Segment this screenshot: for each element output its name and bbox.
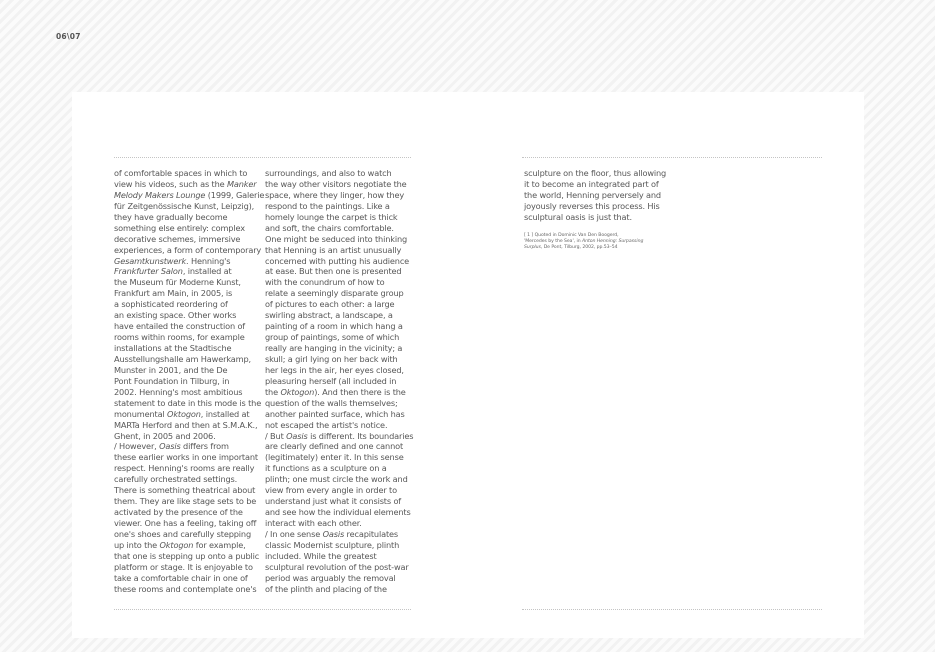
text-line: Frankfurter Salon, installed at [114, 266, 232, 277]
text-line: für Zeitgenössische Kunst, Leipzig), [114, 200, 255, 211]
italic-title: Frankfurter Salon [114, 266, 183, 277]
text-line: platform or stage. It is enjoyable to [114, 561, 253, 572]
text-line: respond to the paintings. Like a [265, 200, 390, 211]
footnote-line: 'Mercedes by the Sea', in Anton Henning: Surpassing [524, 239, 644, 245]
italic-title: Oasis [159, 441, 181, 452]
text-line: that one is stepping up onto a public [114, 550, 260, 561]
text-line: MARTa Herford and then at S.M.A.K., [114, 419, 258, 430]
text-line: the Museum für Moderne Kunst, [114, 277, 241, 288]
text-line: take a comfortable chair in one of [114, 572, 248, 583]
text-line: her legs in the air, her eyes closed, [265, 364, 404, 375]
text-line: something else entirely: complex [114, 222, 245, 233]
text-line: view from every angle in order to [265, 485, 397, 496]
text-line: it functions as a sculpture on a [265, 463, 387, 474]
text-line: Pont Foundation in Tilburg, in [114, 375, 230, 386]
text-line: respect. Henning's rooms are really [114, 463, 255, 474]
text-line: skull; a girl lying on her back with [265, 353, 398, 364]
text-line: Ghent, in 2005 and 2006. [114, 430, 216, 441]
text-column-2 [265, 168, 413, 595]
text-line: a sophisticated reordering of [114, 299, 228, 310]
italic-title: Oasis [322, 528, 345, 539]
text-line: / In one sense Oasis recapitulates [265, 528, 399, 539]
text-line: of comfortable spaces in which to [114, 168, 248, 178]
text-line: joyously reverses this process. His [524, 200, 660, 211]
text-column-1 [114, 168, 264, 595]
text-line: Gesamtkunstwerk. Henning's [114, 255, 231, 266]
text-line: Munster in 2001, and the De [114, 364, 228, 375]
text-line: interact with each other. [265, 518, 362, 528]
text-line: of the plinth and placing of the [265, 583, 387, 594]
text-line: monumental Oktogon, installed at [114, 408, 250, 419]
italic-title: Surplus [524, 245, 541, 251]
text-line: not escaped the artist's notice. [265, 419, 388, 430]
italic-title: Anton Henning: Surpassing [581, 239, 644, 245]
bottom-rule-right [522, 609, 822, 610]
text-line: group of paintings, some of which [265, 332, 400, 343]
italic-title: Oktogon [280, 386, 315, 397]
footnote-line: Surplus, De Pont, Tilburg, 2002, pp.53–54 [524, 245, 618, 251]
text-line: / However, Oasis differs from [114, 441, 229, 452]
italic-title: Gesamtkunstwerk [114, 255, 187, 266]
text-line: up into the Oktogon for example, [114, 539, 246, 550]
text-line: period was arguably the removal [265, 572, 396, 583]
top-rule-left [114, 157, 411, 158]
text-line: one's shoes and carefully stepping [114, 528, 252, 539]
text-line: carefully orchestrated settings. [114, 474, 238, 485]
text-line: 2002. Henning's most ambitious [114, 386, 243, 397]
text-line: are clearly defined and one cannot [265, 441, 404, 452]
text-line: One might be seduced into thinking [265, 233, 408, 244]
text-line: space, where they linger, how they [265, 189, 405, 200]
text-line: relate a seemingly disparate group [265, 288, 404, 299]
text-line: that Henning is an artist unusually [265, 244, 402, 255]
text-line: them. They are like stage sets to be [114, 496, 257, 507]
text-line: an existing space. Other works [114, 310, 237, 321]
text-line: sculptural revolution of the post-war [265, 561, 409, 572]
text-line: rooms within rooms, for example [114, 332, 245, 343]
text-line: There is something theatrical about [114, 485, 256, 496]
text-line: painting of a room in which hang a [265, 321, 403, 332]
text-line: installations at the Stadtische [114, 343, 232, 353]
text-column-3 [524, 168, 666, 223]
text-line: it to become an integrated part of [524, 178, 659, 189]
text-line: with the conundrum of how to [265, 277, 385, 288]
text-line: the world, Henning perversely and [524, 189, 661, 200]
text-line: at ease. But then one is presented [265, 266, 402, 277]
text-line: concerned with putting his audience [265, 255, 410, 266]
text-line: Ausstellungshalle am Hawerkamp, [114, 353, 251, 364]
text-line: swirling abstract, a landscape, a [265, 310, 393, 321]
text-line: of pictures to each other: a large [265, 299, 395, 310]
text-line: the way other visitors negotiate the [265, 178, 407, 189]
text-line: (legitimately) enter it. In this sense [265, 452, 404, 463]
footnote [524, 233, 643, 252]
page-number: 06\07 [56, 32, 81, 41]
text-line: plinth; one must circle the work and [265, 474, 408, 485]
text-line: classic Modernist sculpture, plinth [265, 539, 400, 550]
text-line: activated by the presence of the [114, 507, 243, 518]
text-line: sculptural oasis is just that. [524, 211, 632, 222]
text-line: question of the walls themselves; [265, 397, 398, 408]
text-line: the Oktogon). And then there is the [265, 386, 406, 397]
text-line: another painted surface, which has [265, 408, 405, 419]
text-line: sculpture on the floor, thus allowing [524, 168, 667, 178]
text-line: and see how the individual elements [265, 507, 411, 518]
text-line: really are hanging in the vicinity; a [265, 343, 403, 353]
text-line: these rooms and contemplate one's [114, 583, 257, 594]
text-line: they have gradually become [114, 211, 228, 222]
text-line: Melody Makers Lounge (1999, Galerie [114, 189, 265, 200]
text-line: Frankfurt am Main, in 2005, is [114, 288, 233, 299]
text-line: pleasuring herself (all included in [265, 375, 397, 386]
text-line: view his videos, such as the Manker [114, 178, 257, 189]
text-line: decorative schemes, immersive [114, 233, 241, 244]
italic-title: Oktogon [167, 408, 201, 419]
italic-title: Oktogon [159, 539, 194, 550]
top-rule-right [522, 157, 822, 158]
text-line: included. While the greatest [265, 550, 377, 561]
italic-title: Manker [226, 178, 257, 189]
text-line: these earlier works in one important [114, 452, 258, 463]
text-line: statement to date in this mode is the [114, 397, 262, 408]
italic-title: Oasis [286, 430, 308, 441]
text-line: understand just what it consists of [265, 496, 402, 507]
text-line: / But Oasis is different. Its boundaries [265, 430, 414, 441]
text-line: homely lounge the carpet is thick [265, 211, 398, 222]
footnote-line: [ 1 ] Quoted in Dominic Van Den Boogerd, [524, 233, 619, 238]
text-line: and soft, the chairs comfortable. [265, 222, 394, 233]
bottom-rule-left [114, 609, 411, 610]
text-line: have entailed the construction of [114, 321, 246, 332]
text-line: viewer. One has a feeling, taking off [114, 518, 257, 528]
italic-title: Melody Makers Lounge [114, 189, 206, 200]
text-line: experiences, a form of contemporary [114, 244, 262, 255]
text-line: surroundings, and also to watch [265, 168, 392, 178]
